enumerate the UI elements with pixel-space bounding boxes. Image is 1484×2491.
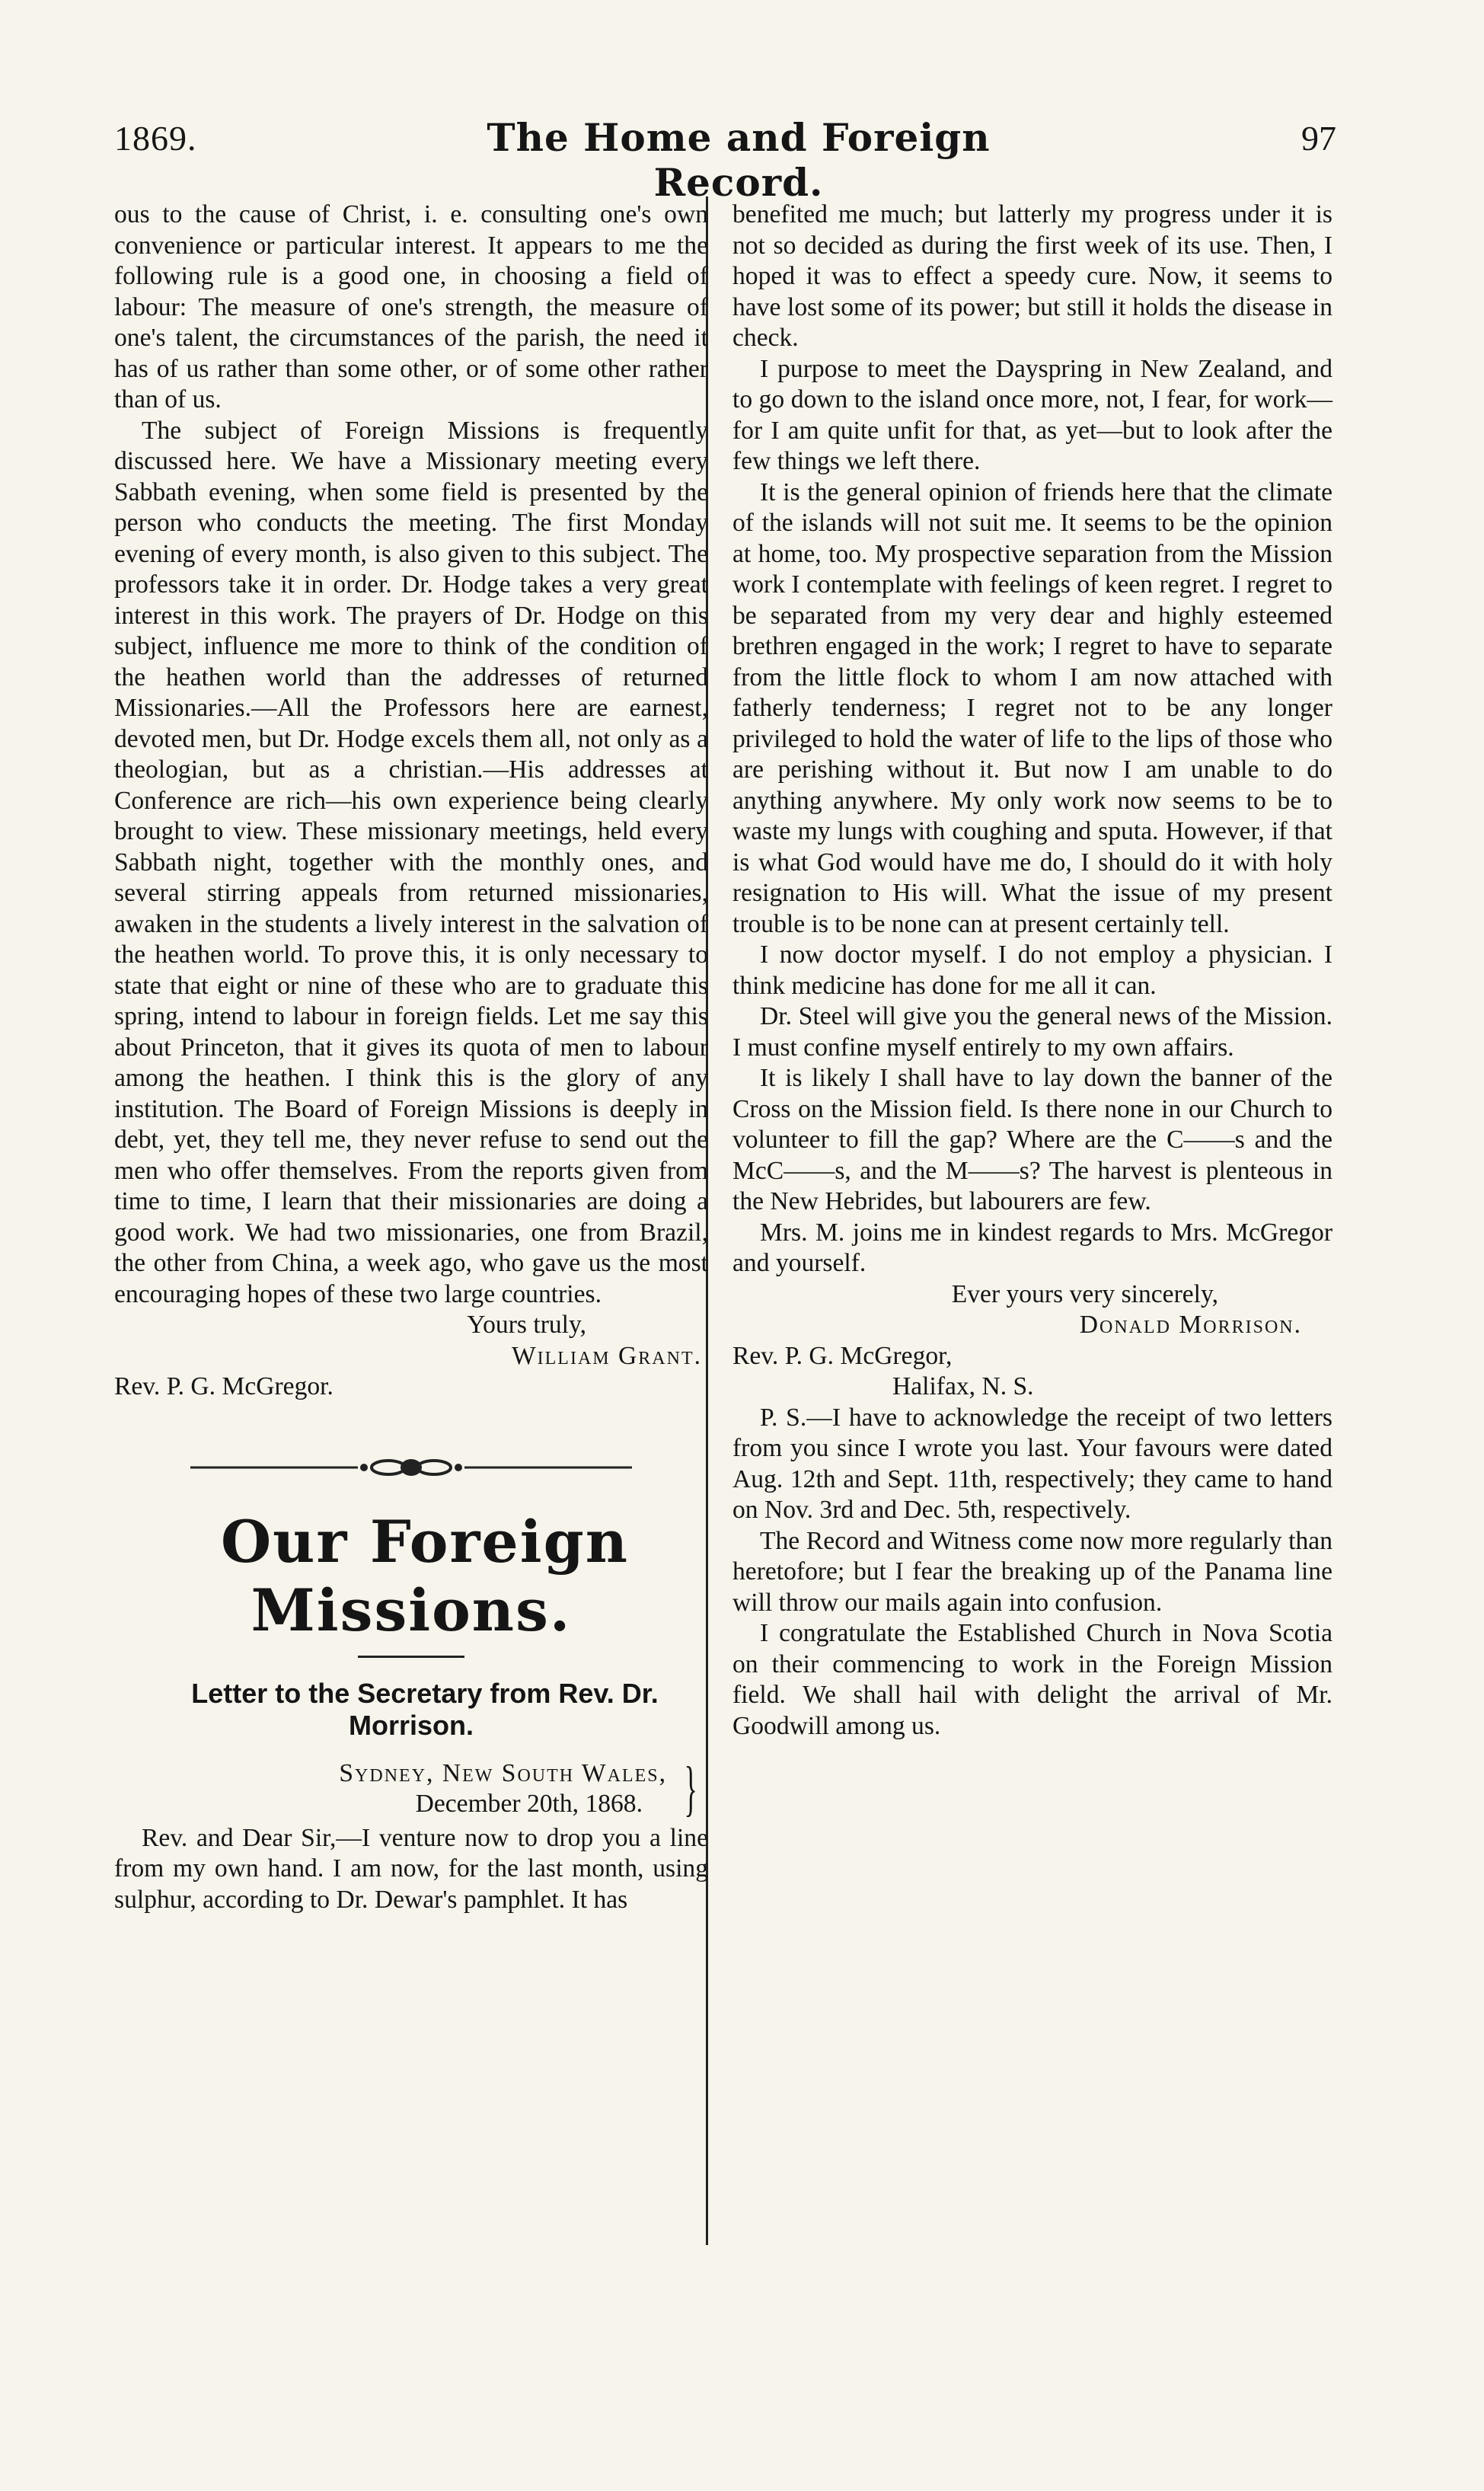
header-year: 1869. <box>114 119 197 158</box>
paragraph: Rev. and Dear Sir,—I venture now to drop you a line from my own hand. I am now, for the last month, using sulphur, according to Dr. Dewar's pamphlet. It has <box>114 1823 708 1914</box>
right-column <box>732 200 1332 1742</box>
paragraph: I congratulate the Established Church in Nova Scotia on their commencing to work in the Foreign Mission field. We shall hail with delight the arrival of Mr. Goodwill among us. <box>732 1619 1332 1740</box>
closing-text: Yours truly, <box>467 1311 586 1339</box>
addressee-text: Rev. P. G. McGregor. <box>114 1372 334 1400</box>
signature: William Grant. <box>511 1341 702 1370</box>
page-number: 97 <box>1301 119 1336 158</box>
paragraph: P. S.—I have to acknowledge the receipt of two letters from you since I wrote you last. Your favours were dated Aug. 12th and Sept. 11th, respectively; they came to hand on Nov. 3rd and Dec. 5th, respectively. <box>732 1403 1332 1524</box>
paragraph: benefited me much; but latterly my progress under it is not so decided as during the first week of its use. Then, I hoped it was to effect a speedy cure. Now, it seems to have lost some of its power; but still it holds the disease in check. <box>732 200 1332 352</box>
signature: Donald Morrison. <box>1079 1311 1302 1339</box>
paragraph: It is the general opinion of friends here that the climate of the islands will not suit me. It seems to be the opinion at home, too. My prospective separation from the Mission work I contemplate with feelings of keen regret. I regret to be separated from my very dear and highly esteemed brethren engaged in the work; I regret to have to separate from the little flock to whom I am now attached with fatherly tenderness; I regret not to be any longer privileged to hold the water of life to the lips of those who are perishing without it. But now I am unable to do anything anywhere. My only work now seems to be to waste my lungs with coughing and sputa. However, if that is what God would have me do, I should do it with holy resignation to His will. What the issue of my present trouble is to be none can at present certainly tell. <box>732 477 1332 938</box>
paragraph: I purpose to meet the Dayspring in New Zealand, and to go down to the island once more, not, I fear, for work—for I am quite unfit for that, as yet—but to look after the few things we left there. <box>732 354 1332 475</box>
letter-title: Letter to the Secretary from Rev. Dr. Morrison. <box>191 1677 659 1741</box>
paragraph: It is likely I shall have to lay down the banner of the Cross on the Mission field. Is there none in our Church to volunteer to fill the gap? Where are the C——s and the McC——s, and the M——s? The harvest is plenteous in the New Hebrides, but labourers are few. <box>732 1064 1332 1215</box>
addressee <box>732 1341 1332 1372</box>
addressee-city <box>732 1372 1332 1403</box>
closing-text: Ever yours very sincerely, <box>951 1279 1218 1308</box>
ornamental-rule <box>183 1458 640 1477</box>
addressee-line-2: Halifax, N. S. <box>892 1372 1034 1400</box>
paragraph: ous to the cause of Christ, i. e. consulting one's own convenience or particular interest. It appears to me the following rule is a good one, in choosing a field of labour: The measure of one's strength, the measure of one's talent, the circumstances of the parish, the need it has of us rather than some other, or of some other rather than of us. <box>114 200 708 414</box>
brace-glyph: } <box>684 1755 697 1822</box>
running-header <box>114 115 1336 205</box>
dateline-place: Sydney, New South Wales, <box>339 1758 667 1787</box>
paragraph: The Record and Witness come now more regularly than heretofore; but I fear the breaking up of the Panama line will throw our mails again into confusion. <box>732 1526 1332 1617</box>
paragraph: Dr. Steel will give you the general news of the Mission. I must confine myself entirely to my own affairs. <box>732 1002 1332 1062</box>
paragraph: I now doctor myself. I do not employ a physician. I think medicine has done for me all it can. <box>732 941 1332 1000</box>
addressee-line-1: Rev. P. G. McGregor, <box>732 1341 953 1370</box>
heading-rule <box>358 1656 464 1658</box>
header-title: The Home and Foreign Record. <box>487 115 991 205</box>
paragraph: The subject of Foreign Missions is frequently discussed here. We have a Missionary meeting every Sabbath evening, when some field is presented by the person who conducts the meeting. The first Monday evening of every month, is also given to this subject. The professors take it in order. Dr. Hodge takes a very great interest in this work. The prayers of Dr. Hodge on this subject, influence me more to think of the condition of the heathen world than the addresses of returned Missionaries.—All the Professors here are earnest, devoted men, but Dr. Hodge excels them all, not only as a theologian, but as a christian.—His addresses at Conference are rich—his own experience being clearly brought to view. These missionary meetings, held every Sabbath night, together with the monthly ones, and several stirring appeals from returned missionaries, awaken in the students a lively interest in the salvation of the heathen world. To prove this, it is only necessary to state that eight or nine of these who are to graduate this spring, intend to labour in foreign fields. Let me say this about Princeton, that it gives its quota of men to labour among the heathen. I think this is the glory of any institution. The Board of Foreign Missions is deeply in debt, yet, they tell me, they never refuse to send out the men who offer themselves. From the reports given from time to time, I learn that their missionaries are doing a good work. We had two missionaries, one from Brazil, the other from China, a week ago, who gave us the most encouraging hopes of these two large countries. <box>114 416 708 1308</box>
dateline-date: December 20th, 1868. <box>415 1790 643 1818</box>
addressee <box>114 1372 708 1403</box>
left-column <box>114 200 708 1915</box>
letter-closing <box>114 1310 708 1341</box>
letter-closing <box>732 1279 1332 1311</box>
section-heading: Our Foreign Missions. <box>220 1507 630 1644</box>
dateline <box>114 1755 708 1822</box>
paragraph: Mrs. M. joins me in kindest regards to Mrs. McGregor and yourself. <box>732 1218 1332 1277</box>
